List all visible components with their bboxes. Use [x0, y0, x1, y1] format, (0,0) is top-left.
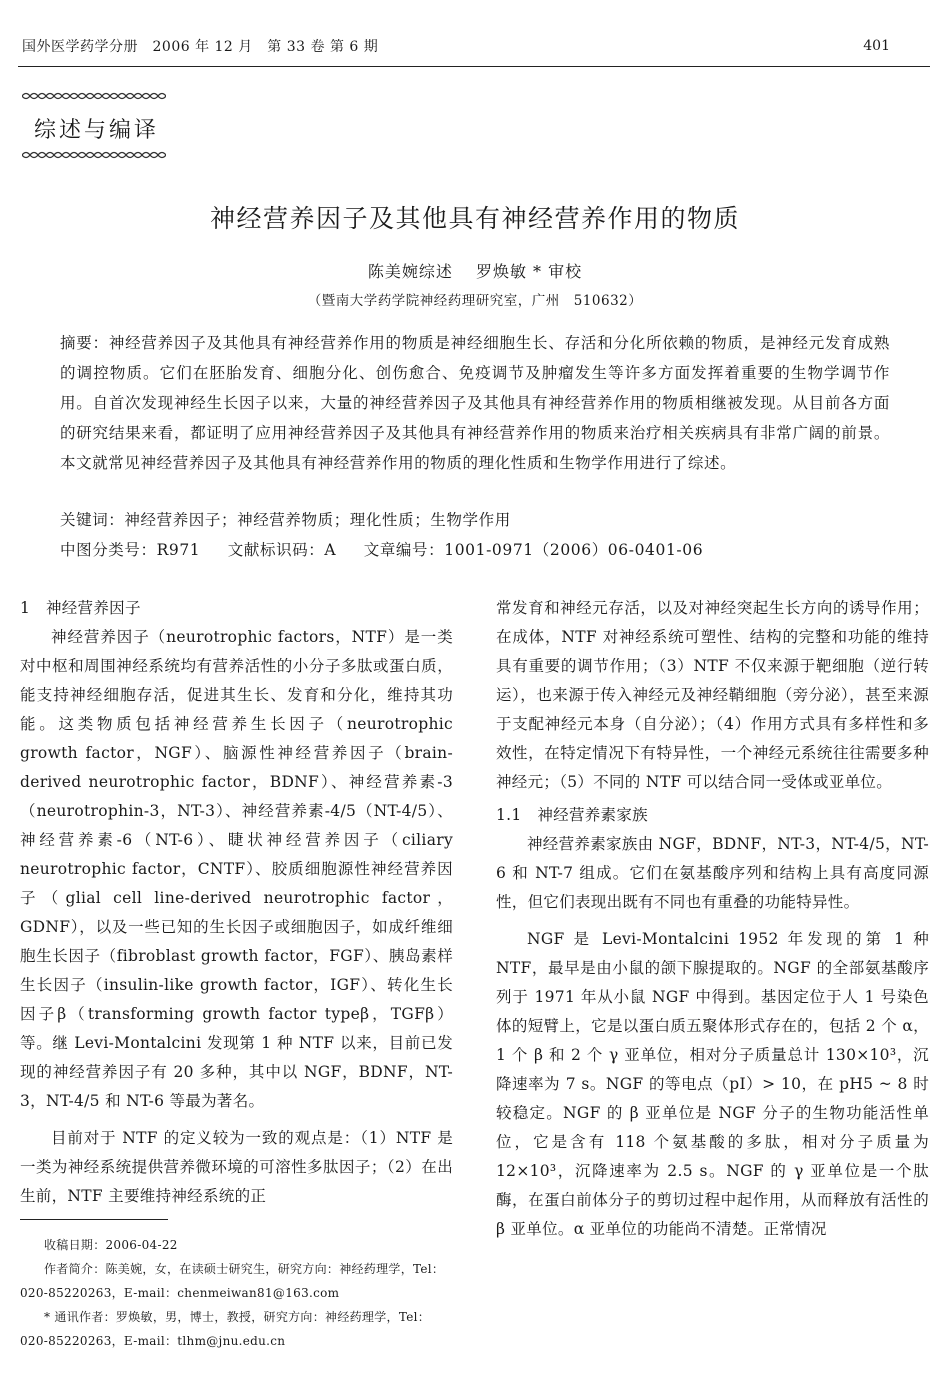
section-heading: 1 神经营养因子 [20, 599, 141, 617]
footnote-rule [20, 1219, 168, 1220]
subsection-heading: 1.1 神经营养素家族 [496, 806, 648, 824]
clc-number: 中图分类号：R971 [60, 541, 201, 559]
page-number: 401 [863, 38, 890, 54]
footnote-correspondence: * 通讯作者：罗焕敏，男，博士，教授，研究方向：神经药理学，Tel：020-85220263，E-mail：tlhm@jnu.edu.cn [20, 1310, 431, 1348]
body-column-right [496, 594, 929, 1244]
body-paragraph: NGF 是 Levi-Montalcini 1952 年发现的第 1 种 NTF，最早是由小鼠的颌下腺提取的。NGF 的全部氨基酸序列于 1971 年从小鼠 NGF 中得到。基因定位于人 1 号染色体的短臂上，它是以蛋白质五聚体形式存在的，包括 2 个 α，1 个 β 和 2 个 γ 亚单位，相对分子质量总计 130×10³，沉降速率为 7 s。NGF 的等电点（pI）> 10，在 pH5 ~ 8 时较稳定。NGF 的 β 亚单位是 NGF 分子的生物功能活性单位，它是含有 118 个氨基酸的多肽，相对分子质量为 12×10³，沉降速率为 2.5 s。NGF 的 γ 亚单位是一个肽酶，在蛋白前体分子的剪切过程中起作用，从而释放有活性的 β 亚单位。α 亚单位的功能尚不清楚。正常情况 [496, 930, 929, 1238]
article-number: 文章编号：1001-0971（2006）06-0401-06 [363, 541, 704, 559]
document-code: 文献标识码：A [227, 541, 337, 559]
footnote-received: 收稿日期：2006-04-22 [44, 1238, 178, 1252]
body-paragraph: 目前对于 NTF 的定义较为一致的观点是：（1）NTF 是一类为神经系统提供营养微环境的可溶性多肽因子；（2）在出生前，NTF 主要维持神经系统的正 [20, 1129, 453, 1205]
body-paragraph: 常发育和神经元存活，以及对神经突起生长方向的诱导作用；在成体，NTF 对神经系统可塑性、结构的完整和功能的维持具有重要的调节作用；（3）NTF 不仅来源于靶细胞（逆行转运），也来源于传入神经元及神经鞘细胞（旁分泌），甚至来源于支配神经元本身（自分泌）；（4）作用方式具有多样性和多效性，在特定情况下有特异性，一个神经元系统往往需要多种神经元；（5）不同的 NTF 可以结合同一受体或亚单位。 [496, 599, 929, 791]
ornament-border-bottom [22, 150, 166, 160]
keywords: 关键词：神经营养因子；神经营养物质；理化性质；生物学作用 [60, 511, 511, 529]
article-affiliation: （暨南大学药学院神经药理研究室，广州 510632） [307, 293, 643, 309]
running-header-journal: 国外医学药学分册 2006 年 12 月 第 33 卷 第 6 期 [22, 39, 379, 55]
header-rule [18, 66, 930, 67]
footnote-author-bio: 作者简介：陈美婉，女，在读硕士研究生，研究方向：神经药理学，Tel：020-85220263，E-mail：chenmeiwan81@163.com [20, 1262, 445, 1300]
footnotes [20, 1233, 453, 1353]
body-paragraph: 神经营养因子（neurotrophic factors，NTF）是一类对中枢和周围神经系统均有营养活性的小分子多肽或蛋白质，能支持神经细胞存活，促进其生长、发育和分化，维持其功能。这类物质包括神经营养生长因子（neurotrophic growth factor，NGF）、脑源性神经营养因子（brain-derived neurotrophic factor，BDNF）、神经营养素-3（neurotrophin-3，NT-3）、神经营养素-4/5（NT-4/5）、神经营养素-6（NT-6）、睫状神经营养因子（ciliary neurotrophic factor，CNTF）、胶质细胞源性神经营养因子（glial cell line-derived neurotrophic factor，GDNF），以及一些已知的生长因子或细胞因子，如成纤维细胞生长因子（fibroblast growth factor，FGF）、胰岛素样生长因子（insulin-like growth factor，IGF）、转化生长因子β（transforming growth factor typeβ，TGFβ）等。继 Levi-Montalcini 发现第 1 种 NTF 以来，目前已发现的神经营养因子有 20 多种，其中以 NGF，BDNF，NT-3，NT-4/5 和 NT-6 等最为著名。 [20, 628, 453, 1110]
abstract-text: 摘要：神经营养因子及其他具有神经营养作用的物质是神经细胞生长、存活和分化所依赖的物质，是神经元发育成熟的调控物质。它们在胚胎发育、细胞分化、创伤愈合、免疫调节及肿瘤发生等许多方面发挥着重要的生物学调节作用。自首次发现神经生长因子以来，大量的神经营养因子及其他具有神经营养作用的物质相继被发现。从目前各方面的研究结果来看，都证明了应用神经营养因子及其他具有神经营养作用的物质来治疗相关疾病具有非常广阔的前景。本文就常见神经营养因子及其他具有神经营养作用的物质的理化性质和生物学作用进行了综述。 [60, 334, 890, 472]
body-paragraph: 神经营养素家族由 NGF，BDNF，NT-3，NT-4/5，NT-6 和 NT-7 组成。它们在氨基酸序列和结构上具有高度同源性，但它们表现出既有不同也有重叠的功能特异性。 [496, 835, 929, 911]
classification-line [60, 538, 725, 560]
column-label: 综述与编译 [34, 118, 160, 143]
ornament-border-top [22, 91, 166, 101]
abstract [60, 328, 890, 478]
article-authors: 陈美婉综述 罗焕敏 * 审校 [367, 262, 583, 281]
article-title: 神经营养因子及其他具有神经营养作用的物质 [209, 204, 740, 233]
body-column-left [20, 594, 453, 1211]
